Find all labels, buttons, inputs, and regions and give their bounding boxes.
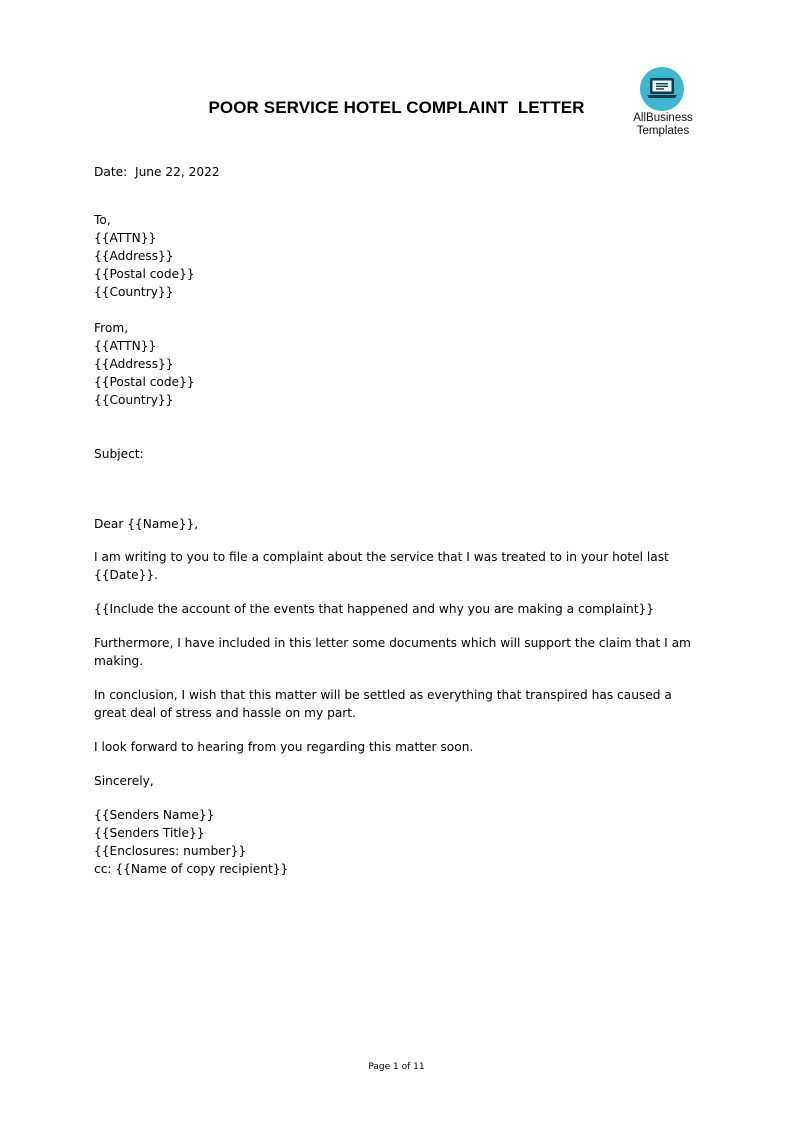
body-paragraph: Furthermore, I have included in this letter some documents which will support the claim that I am making. xyxy=(94,636,691,668)
enclosures: {{Enclosures: number}} xyxy=(94,844,247,858)
date-line: Date: June 22, 2022 xyxy=(94,165,220,179)
page-title: POOR SERVICE HOTEL COMPLAINT LETTER xyxy=(208,98,585,117)
from-attn: {{ATTN}} xyxy=(94,339,157,353)
to-attn: {{ATTN}} xyxy=(94,231,157,245)
to-postal-code: {{Postal code}} xyxy=(94,267,195,281)
from-country: {{Country}} xyxy=(94,393,174,407)
senders-name: {{Senders Name}} xyxy=(94,808,215,822)
from-postal-code: {{Postal code}} xyxy=(94,375,195,389)
body-paragraph: I look forward to hearing from you regarding this matter soon. xyxy=(94,740,474,754)
body-paragraph: I am writing to you to file a complaint about the service that I was treated to in your hotel last {{Date}}. xyxy=(94,550,669,582)
from-address: {{Address}} xyxy=(94,357,174,371)
to-address: {{Address}} xyxy=(94,249,174,263)
body-paragraph: In conclusion, I wish that this matter will be settled as everything that transpired has caused a great deal of stress and hassle on my part. xyxy=(94,688,672,720)
allbusiness-logo xyxy=(628,67,698,139)
senders-title: {{Senders Title}} xyxy=(94,826,205,840)
logo-line-1: AllBusiness xyxy=(633,112,693,124)
from-heading: From, xyxy=(94,321,129,335)
salutation: Dear {{Name}}, xyxy=(94,517,199,531)
to-country: {{Country}} xyxy=(94,285,174,299)
subject-line: Subject: xyxy=(94,447,144,461)
logo-line-2: Templates xyxy=(636,125,690,137)
closing: Sincerely, xyxy=(94,774,154,788)
cc-recipient: cc: {{Name of copy recipient}} xyxy=(94,862,289,876)
logo-text xyxy=(628,112,698,138)
body-paragraph: {{Include the account of the events that happened and why you are making a complaint}} xyxy=(94,602,655,616)
to-heading: To, xyxy=(94,213,111,227)
laptop-icon xyxy=(640,67,684,111)
page-number: Page 1 of 11 xyxy=(368,1062,425,1072)
